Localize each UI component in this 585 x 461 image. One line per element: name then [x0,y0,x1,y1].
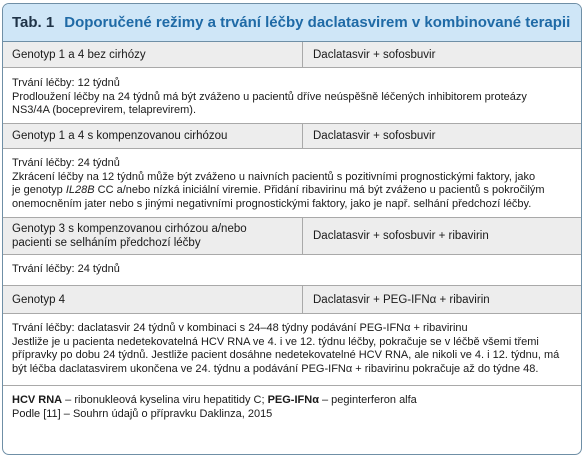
notes-cell [3,255,581,286]
notes-cell [3,149,581,218]
notes-cell [3,314,581,386]
table-row [3,286,581,314]
notes-cell [3,68,581,124]
note-line: je genotyp IL28B CC a/nebo nízká iniciální viremie. Přidání ribavirinu má být zváženo u pacientů s pokročilým [12,184,545,196]
note-line: onemocněním jater nebo s jinými negativními prognostickými faktory, jako je např. selhání předchozí léčby. [12,197,532,210]
table-title: Doporučené režimy a trvání léčby daclatasvirem v kombinované terapii [64,14,571,31]
genotype-cell: Genotyp 3 s kompenzovanou cirhózou a/nebo pacienti se selháním předchozí léčby [3,218,303,254]
note-line: NS3/4A (boceprevirem, telaprevirem). [12,104,197,116]
genotype-cell: Genotyp 1 a 4 bez cirhózy [3,42,303,67]
genotype-cell: Genotyp 4 [3,286,303,313]
regimen-cell: Daclatasvir + sofosbuvir [313,130,436,142]
table-row [3,218,581,255]
note-line: Trvání léčby: 12 týdnů [12,77,120,89]
abbreviations: HCV RNA – ribonukleová kyselina viru hepatitidy C; PEG-IFNα – peginterferon alfa [12,394,417,406]
note-line: Prodloužení léčby na 24 týdnů má být zváženo u pacientů dříve neúspěšně léčených inhibitorem proteázy [12,90,527,103]
note-line: Zkrácení léčby na 12 týdnů může být zváženo u naivních pacientů s pozitivními prognostickými faktory, jako [12,170,536,183]
source-note: Podle [11] – Souhrn údajů o přípravku Daklinza, 2015 [12,408,273,420]
note-line: Jestliže je u pacienta nedetekovatelná HCV RNA ve 4. i ve 12. týdnu léčby, pokračuje se v léčbě všemi třemi [12,335,539,348]
note-line: Trvání léčby: 24 týdnů [12,157,120,169]
genotype-cell: Genotyp 1 a 4 s kompenzovanou cirhózou [3,124,303,148]
table-footnote [3,386,581,428]
table-row [3,124,581,149]
note-line: Trvání léčby: 24 týdnů [12,263,120,275]
table-header [3,4,581,42]
table-label: Tab. 1 [12,14,55,31]
regimen-cell: Daclatasvir + PEG-IFNα + ribavirin [313,293,490,306]
regimen-cell: Daclatasvir + sofosbuvir [313,48,436,61]
gene-name: IL28B [65,184,95,196]
table-frame [2,3,582,455]
table-row [3,42,581,68]
note-line: Trvání léčby: daclatasvir 24 týdnů v kombinaci s 24–48 týdny podávání PEG-IFNα + ribavirinu [12,322,468,334]
regimen-cell: Daclatasvir + sofosbuvir + ribavirin [313,230,489,242]
note-line: přípravky po dobu 24 týdnů. Jestliže pacient dosáhne nedetekovatelné HCV RNA, ale nikoli ve 4. i 12. týdnu, má [12,349,560,361]
note-line: být léčba daclatasvirem ukončena ve 24. týdnu a podávání PEG-IFNα + ribavirinu pokračuje až do týdne 48. [12,362,539,375]
